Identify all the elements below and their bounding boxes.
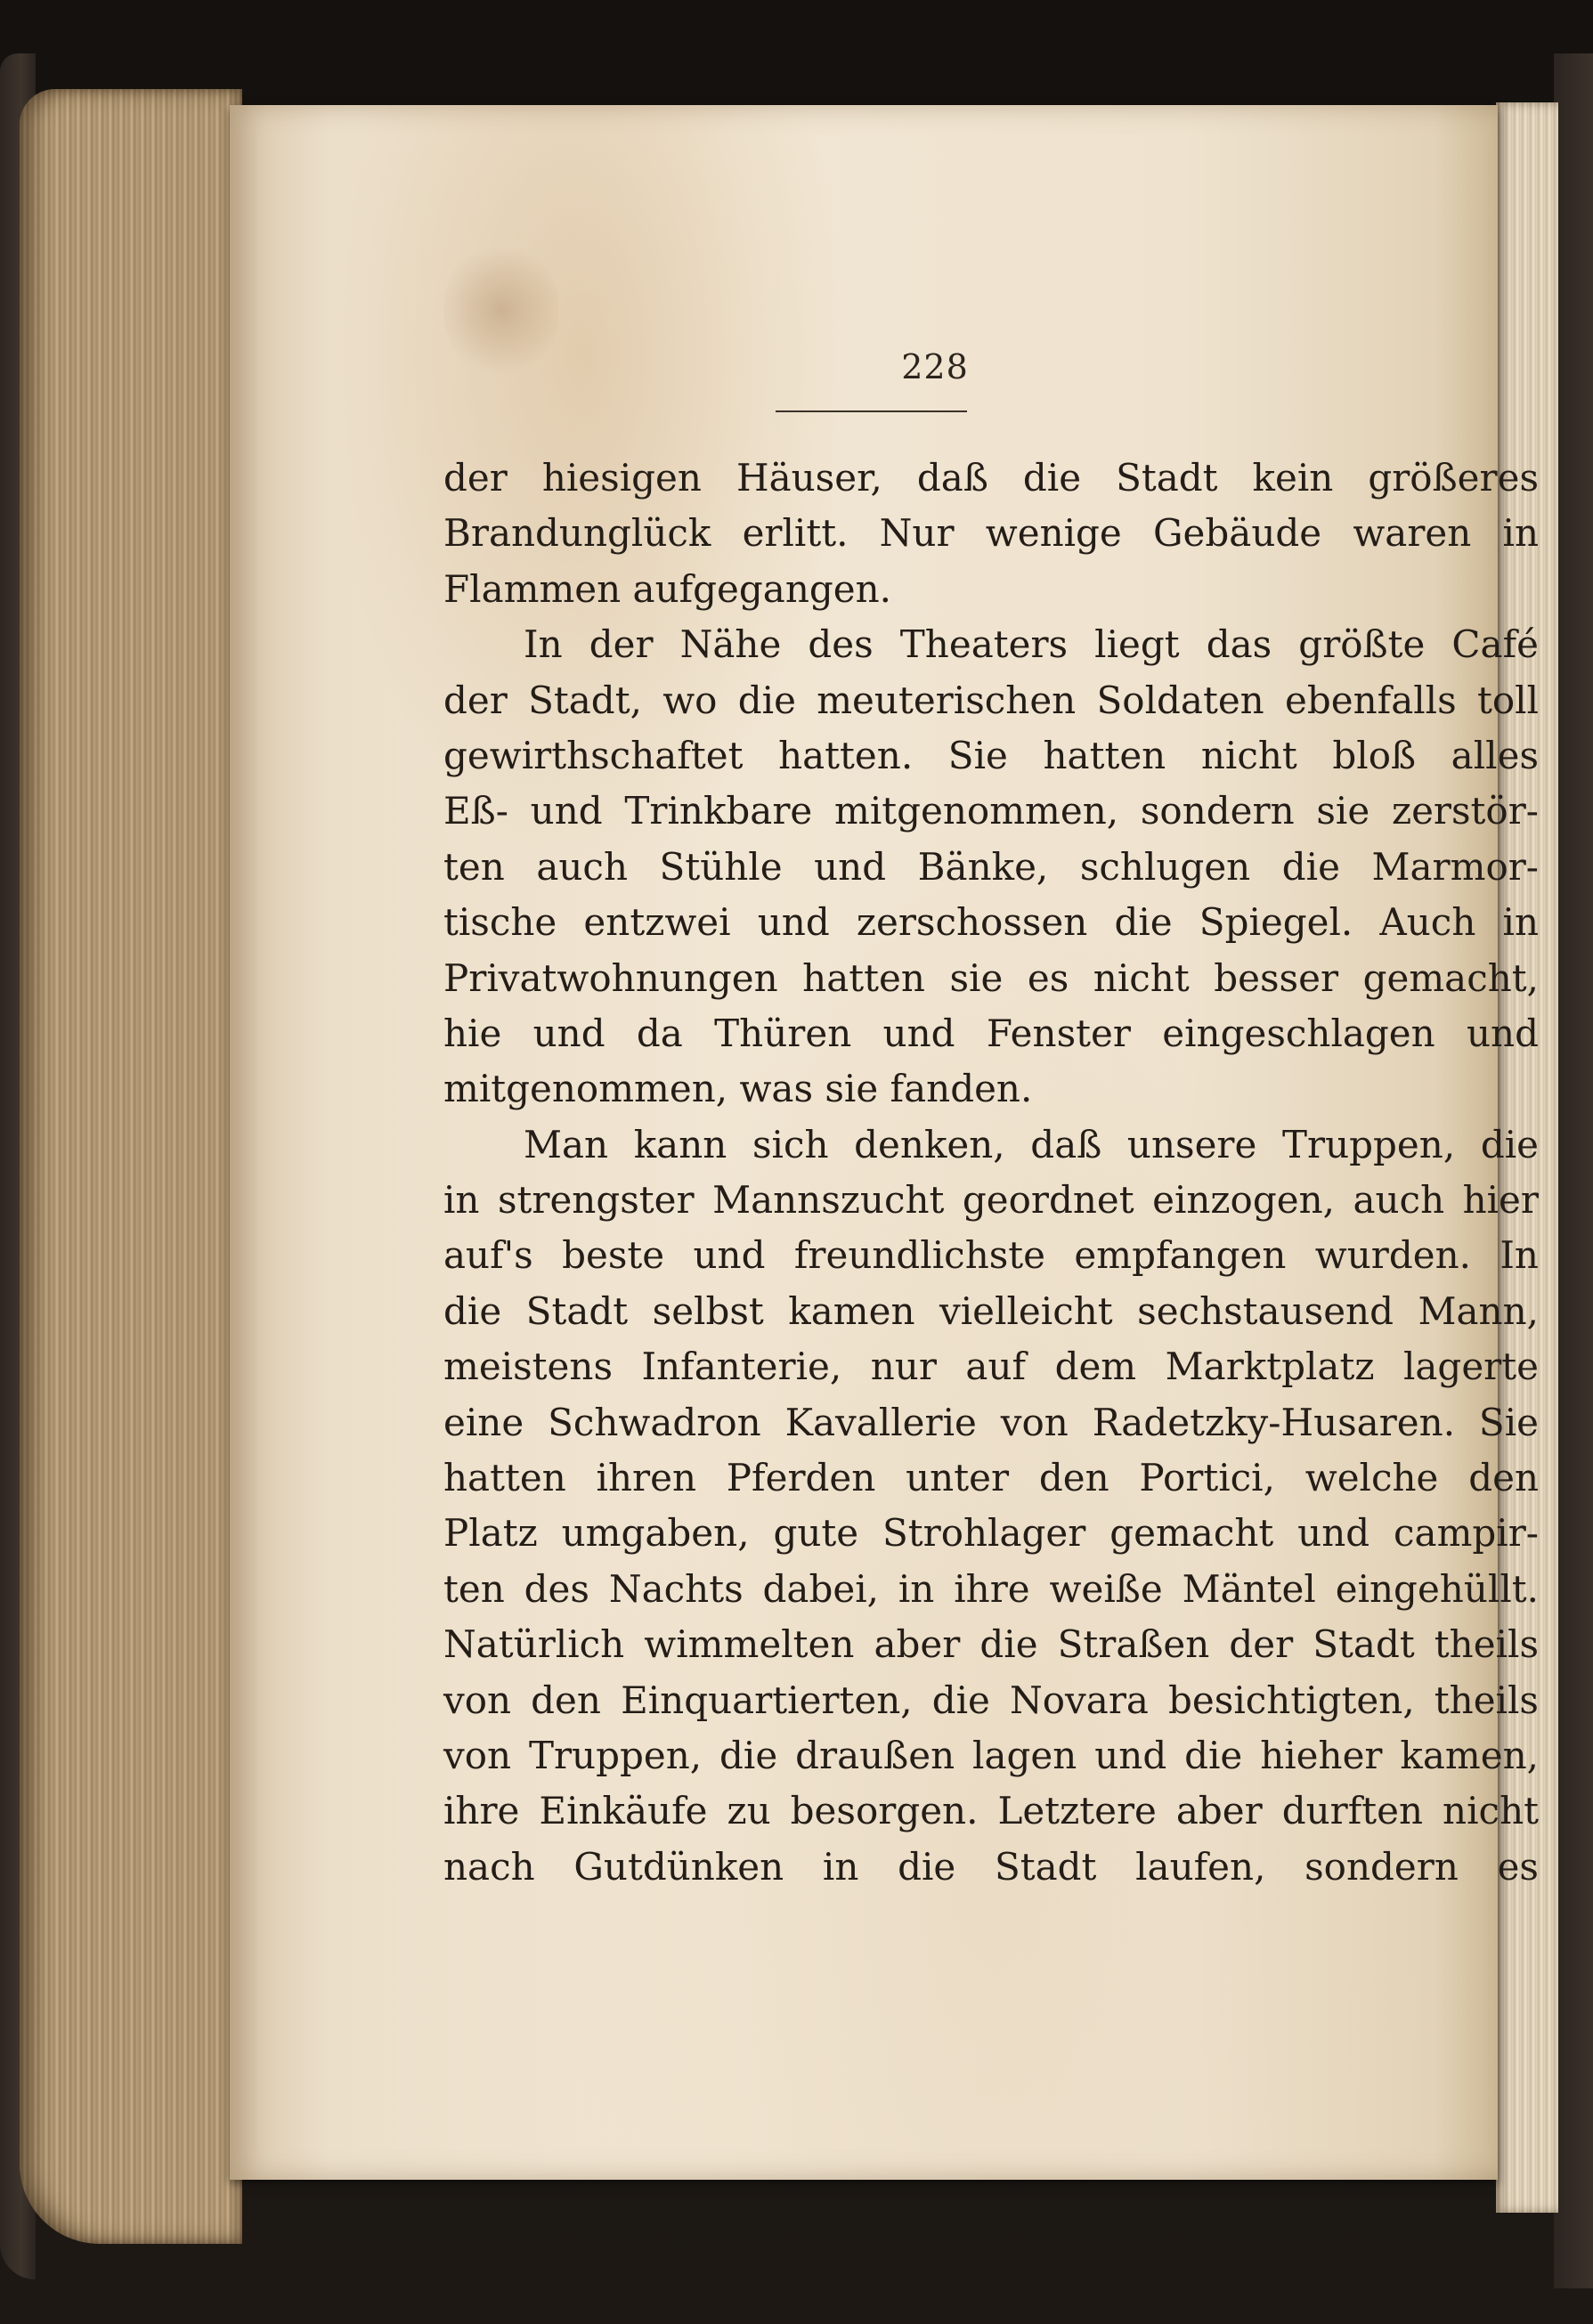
text-line: Privatwohnungen hatten sie es nicht besser gemacht, (443, 955, 1539, 1000)
text-line: Flammen aufgegangen. (443, 566, 892, 611)
text-line: Platz umgaben, gute Strohlager gemacht und campir- (443, 1511, 1539, 1556)
text-line: Man kann sich denken, daß unsere Truppen, die (524, 1122, 1539, 1166)
text-line: eine Schwadron Kavallerie von Radetzky-Husaren. Sie (443, 1400, 1539, 1444)
body-text (443, 451, 1539, 1895)
text-line: In der Nähe des Theaters liegt das größte Café (524, 622, 1539, 667)
text-line: auf's beste und freundlichste empfangen wurden. In (443, 1233, 1539, 1278)
text-line: Natürlich wimmelten aber die Straßen der Stadt theils (443, 1622, 1539, 1667)
text-line: gewirthschaftet hatten. Sie hatten nicht bloß alles (443, 733, 1539, 777)
text-line: hatten ihren Pferden unter den Portici, welche den (443, 1456, 1539, 1500)
text-line: in strengster Mannszucht geordnet einzogen, auch hier (443, 1178, 1539, 1223)
book-page (230, 105, 1539, 2180)
text-line: der Stadt, wo die meuterischen Soldaten ebenfalls toll (443, 678, 1539, 722)
text-line: hie und da Thüren und Fenster eingeschlagen und (443, 1011, 1539, 1055)
text-line: von den Einquartierten, die Novara besichtigten, theils (443, 1678, 1539, 1722)
text-line: von Truppen, die draußen lagen und die hieher kamen, (443, 1733, 1539, 1777)
book-cover-right (1554, 53, 1593, 2288)
text-line: Eß- und Trinkbare mitgenommen, sondern sie zerstör- (443, 789, 1539, 833)
text-line: Brandunglück erlitt. Nur wenige Gebäude waren in (443, 511, 1539, 556)
page-number: 228 (901, 347, 969, 386)
text-line: der hiesigen Häuser, daß die Stadt kein größeres (443, 456, 1539, 500)
text-line: ten auch Stühle und Bänke, schlugen die Marmor- (443, 844, 1539, 889)
text-line: mitgenommen, was sie fanden. (443, 1067, 1033, 1111)
text-line: die Stadt selbst kamen vielleicht sechstausend Mann, (443, 1288, 1539, 1333)
text-line: nach Gutdünken in die Stadt laufen, sondern es (443, 1844, 1539, 1889)
header-rule (776, 410, 967, 412)
text-line: meistens Infanterie, nur auf dem Marktplatz lagerte (443, 1345, 1539, 1389)
page-edges-left (20, 89, 242, 2244)
text-line: ihre Einkäufe zu besorgen. Letztere aber durften nicht (443, 1789, 1539, 1833)
text-line: tische entzwei und zerschossen die Spiegel. Auch in (443, 900, 1539, 945)
text-line: ten des Nachts dabei, in ihre weiße Mäntel eingehüllt. (443, 1566, 1539, 1611)
